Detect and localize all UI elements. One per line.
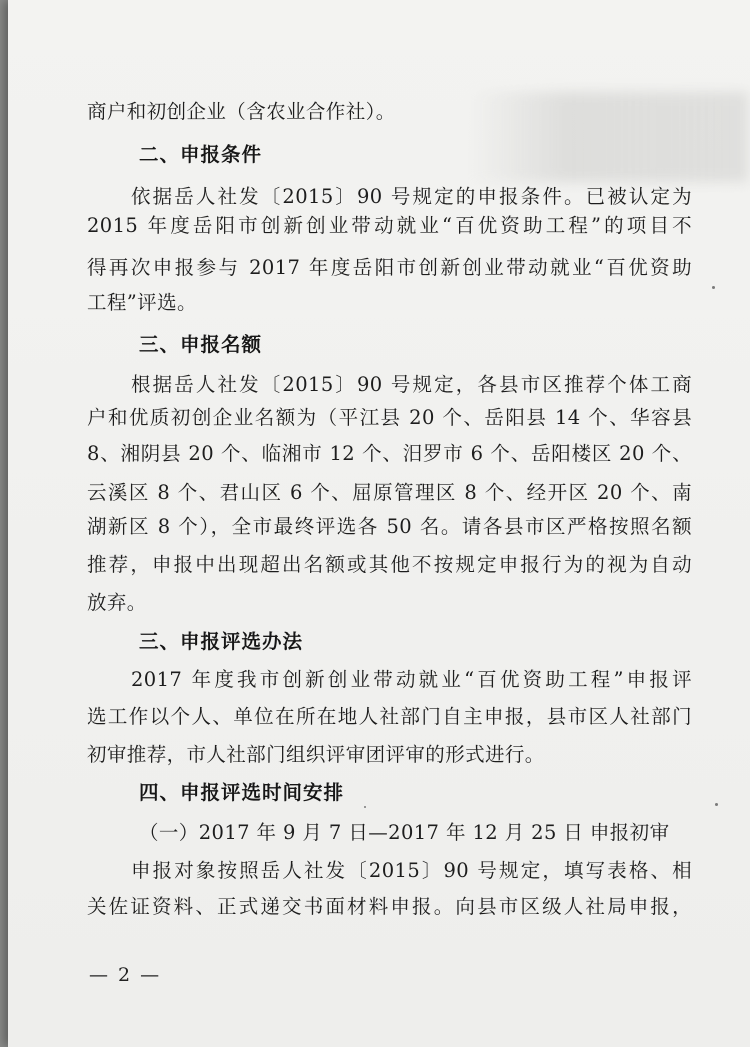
body-line-16: 2017 年度我市创新创业带动就业“百优资助工程”申报评: [131, 668, 692, 691]
body-line-6: 工程”评选。: [87, 291, 197, 314]
body-line-12: 湖新区 8 个），全市最终评选各 50 名。请各县市区严格按照名额: [87, 515, 692, 538]
document-page: [8, 0, 750, 1047]
body-line-13: 推荐，申报中出现超出名额或其他不按规定申报行为的视为自动: [87, 553, 692, 576]
heading-evaluation-method: 三、申报评选办法: [139, 630, 304, 653]
heading-application-conditions: 二、申报条件: [139, 143, 263, 166]
body-line-14: 放弃。: [87, 591, 147, 614]
body-line-10: 8、湘阴县 20 个、临湘市 12 个、汨罗市 6 个、岳阳楼区 20 个、: [87, 442, 692, 465]
page-number: — 2 —: [89, 964, 162, 986]
body-line-9: 户和优质初创企业名额为（平江县 20 个、岳阳县 14 个、华容县: [87, 406, 692, 429]
body-line-3: 依据岳人社发〔2015〕90 号规定的申报条件。已被认定为: [131, 185, 692, 208]
body-line-4: 2015 年度岳阳市创新创业带动就业“百优资助工程”的项目不: [87, 214, 692, 237]
body-line-20: （一）2017 年 9 月 7 日—2017 年 12 月 25 日 申报初审: [139, 821, 670, 844]
paper-speck: [712, 286, 715, 289]
heading-quota: 三、申报名额: [139, 333, 263, 356]
body-line-11: 云溪区 8 个、君山区 6 个、屈原管理区 8 个、经开区 20 个、南: [87, 481, 692, 504]
body-line-18: 初审推荐，市人社部门组织评审团评审的形式进行。: [87, 743, 545, 766]
body-line-1: 商户和初创企业（含农业合作社）。: [87, 100, 396, 123]
body-line-8: 根据岳人社发〔2015〕90 号规定，各县市区推荐个体工商: [131, 373, 692, 396]
body-line-21: 申报对象按照岳人社发〔2015〕90 号规定，填写表格、相: [131, 859, 692, 882]
body-line-17: 选工作以个人、单位在所在地人社部门自主申报，县市区人社部门: [87, 705, 692, 728]
heading-schedule: 四、申报评选时间安排: [139, 781, 345, 804]
body-line-22: 关佐证资料、正式递交书面材料申报。向县市区级人社局申报，: [87, 895, 692, 918]
body-line-5: 得再次申报参与 2017 年度岳阳市创新创业带动就业“百优资助: [87, 256, 692, 279]
